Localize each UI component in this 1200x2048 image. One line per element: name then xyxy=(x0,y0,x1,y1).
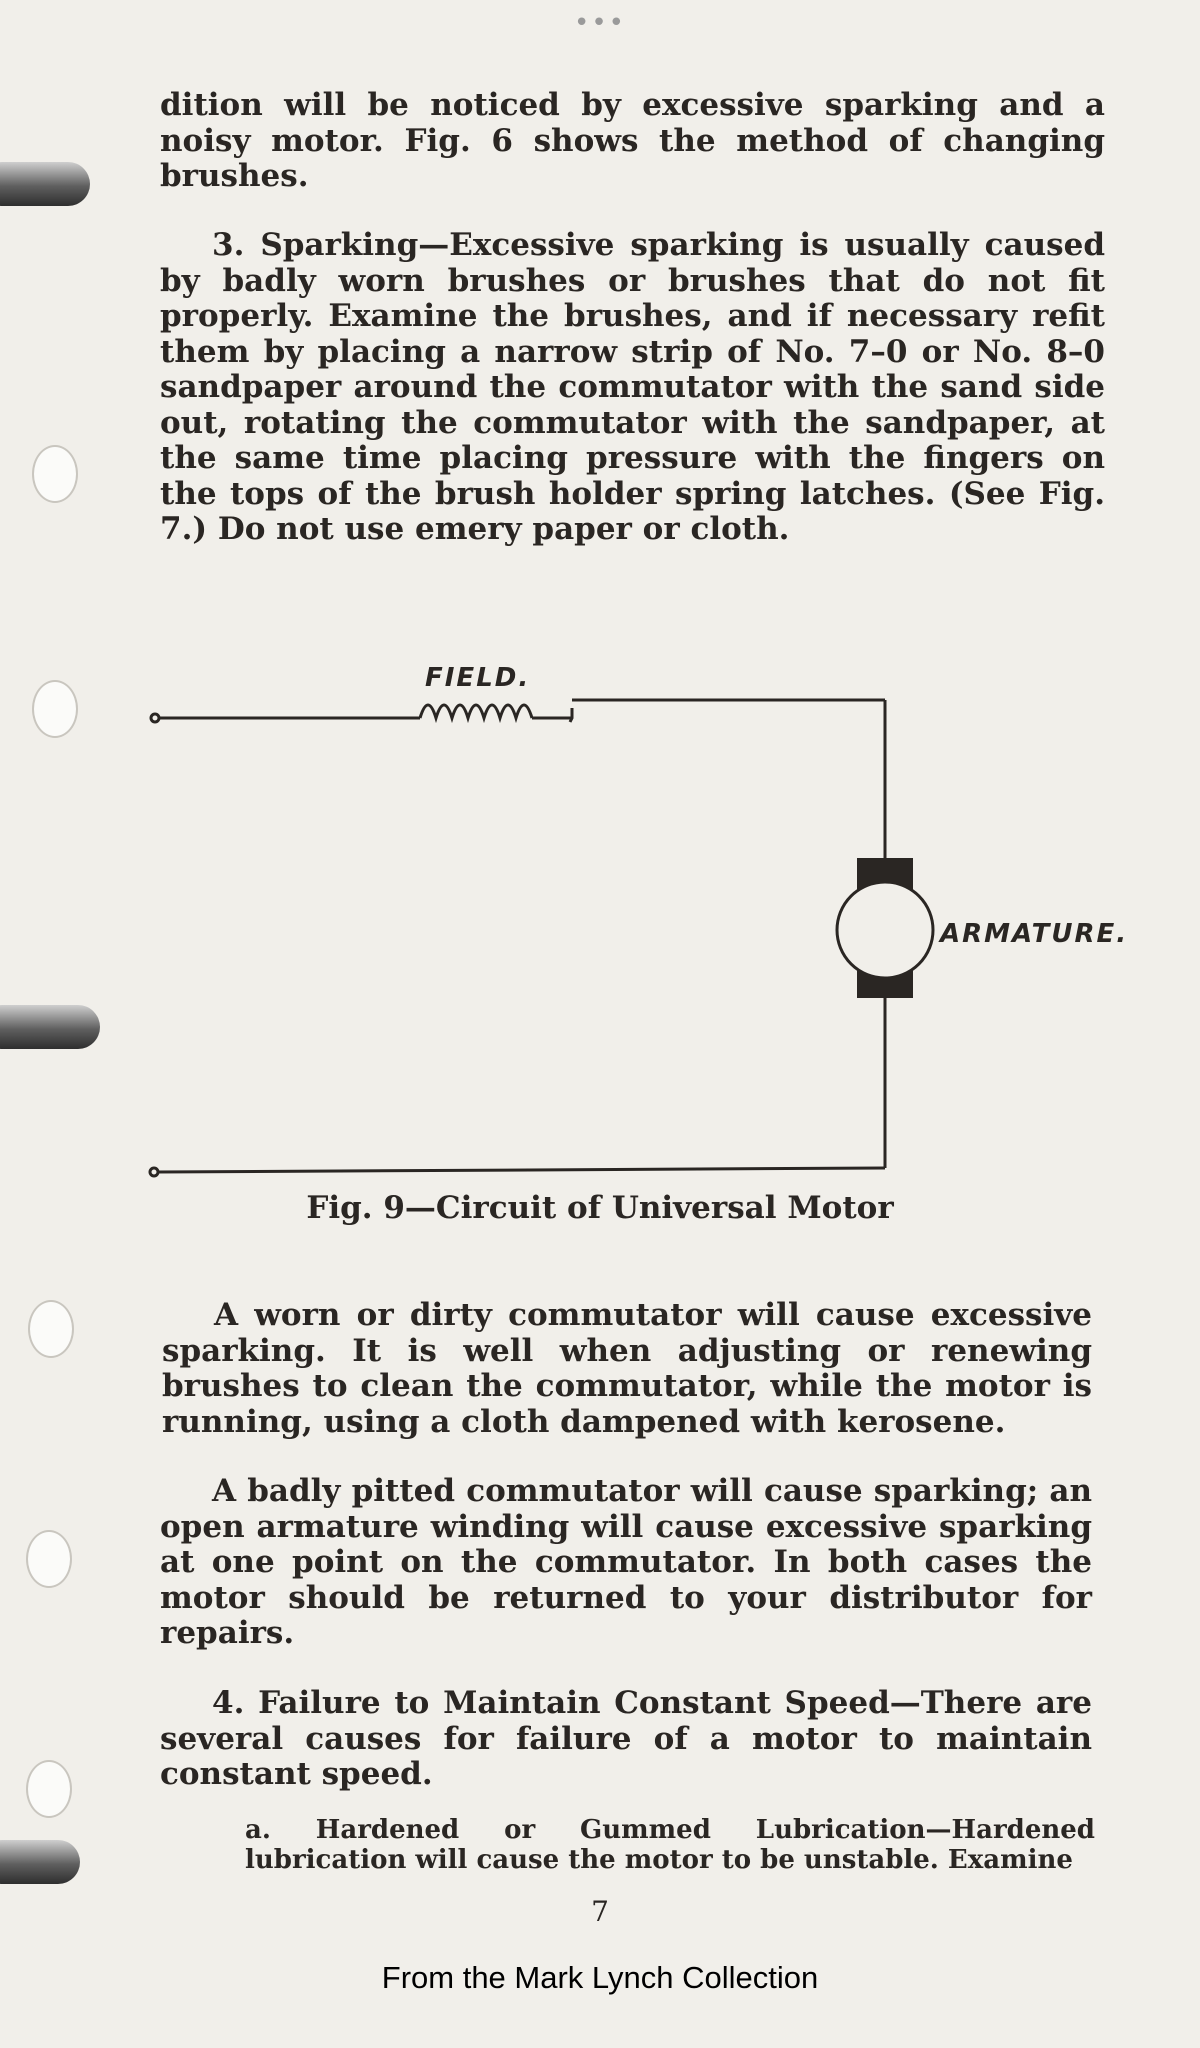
armature-icon xyxy=(837,858,933,998)
more-options-icon[interactable]: ••• xyxy=(573,8,626,38)
paragraph-sparking: 3. Sparking—Excessive sparking is usually caused by badly worn brushes or brushes that do not fit properly. Examine the brushes, and if necessary refit them by placing a narrow strip of No. 7–0 or No. 8–0 sandpaper around the commutator with the sand side out, rotating the commutator with the sandpaper, at the same time placing pressure with the fingers on the tops of the brush holder spring latches. (See Fig. 7.) Do not use emery paper or cloth. xyxy=(160,227,1105,547)
wire-bottom xyxy=(158,1168,885,1172)
field-coil-icon xyxy=(420,705,532,718)
paragraph-pitted: A badly pitted commutator will cause sparking; an open armature winding will cause excessive sparking at one point on the commutator. In both cases the motor should be returned to your distributor for repairs. xyxy=(160,1473,1092,1651)
paragraph-commutator: A worn or dirty commutator will cause excessive sparking. It is well when adjusting or renewing brushes to clean the commutator, while the motor is running, using a cloth dampened with kerosene. xyxy=(162,1297,1092,1440)
collection-credit: From the Mark Lynch Collection xyxy=(381,1960,819,1995)
figure-caption: Fig. 9—Circuit of Universal Motor xyxy=(306,1190,894,1226)
field-label: FIELD. xyxy=(425,663,531,693)
paragraph-speed: 4. Failure to Maintain Constant Speed—There are several causes for failure of a motor to maintain constant speed. xyxy=(160,1685,1092,1792)
terminal-top xyxy=(151,714,159,722)
wire-connector xyxy=(570,708,572,722)
page-number: 7 xyxy=(591,1895,609,1928)
paragraph-continued: dition will be noticed by excessive sparking and a noisy motor. Fig. 6 shows the method of changing brushes. xyxy=(160,87,1105,194)
armature-label: ARMATURE. xyxy=(940,919,1129,949)
terminal-bottom xyxy=(150,1168,158,1176)
list-item-a: a. Hardened or Gummed Lubrication—Hardened lubrication will cause the motor to be unstable. Examine xyxy=(245,1815,1095,1875)
